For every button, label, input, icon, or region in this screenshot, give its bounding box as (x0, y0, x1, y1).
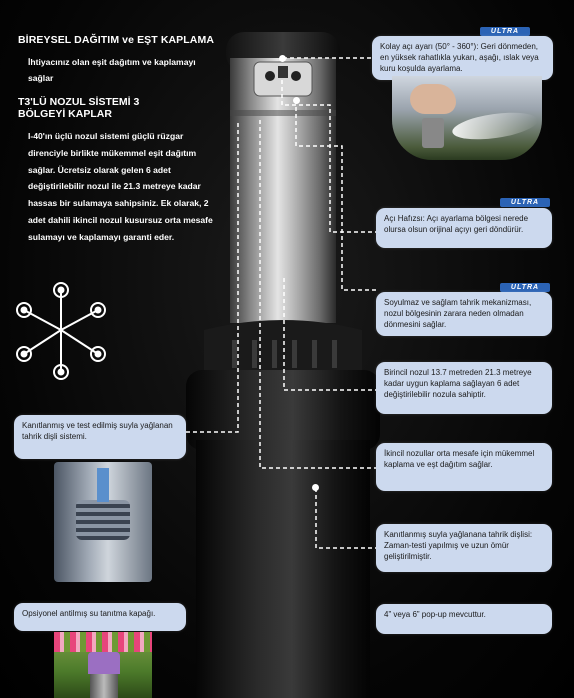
ultra-badge-3: ULTRA (500, 283, 550, 292)
heading-nozzle-system: T3'LÜ NOZUL SİSTEMİ 3 BÖLGEYİ KAPLAR (18, 96, 140, 120)
ultra-badge-2: ULTRA (500, 198, 550, 207)
hand-shape (410, 84, 456, 114)
cap-body (90, 674, 118, 698)
gear-detail (76, 500, 130, 540)
callout-clutch: Soyulmaz ve sağlam tahrik mekanizması, nozul bölgesinin zarara neden olmadan dönmesini sağlar. (376, 292, 552, 336)
callout-primary-nozzle: Birincil nozul 13.7 metreden 21.3 metreye kadar uygun kaplama sağlayan 6 adet değiştirilebilir nozula sahiptir. (376, 362, 552, 414)
callout-secondary-nozzle: İkincil nozullar orta mesafe için mükemmel kaplama ve eşt dağıtım sağlar. (376, 443, 552, 491)
purple-cap (88, 652, 120, 674)
para-distribution: İhtiyacınız olan eşit dağıtım ve kaplamayı sağlar (28, 57, 196, 83)
ultra-badge-1: ULTRA (480, 27, 530, 36)
callout-optional-cap: Opsiyonel antilmış su tanıtma kapağı. (14, 603, 186, 631)
spray-shape (451, 108, 540, 144)
flowers (54, 632, 152, 652)
marker-dot-secondary (312, 484, 319, 491)
callout-arc-adjust: Kolay açı ayarı (50° - 360°): Geri dönmeden, en yüksek rahatlıkla yukarı, aşağı, ıslak veya kuru koşulda ayarlama. (372, 36, 553, 80)
callout-gear-drive: Kanıtlanmış suyla yağlanana tahrik dişlisi: Zaman-testi yapılmış ve uzun ömür geliştirilmiştir. (376, 524, 552, 572)
marker-dot-arc (279, 55, 286, 62)
sprinkler-head-small (422, 118, 444, 148)
para-nozzle-system: I-40'ın üçlü nozul sistemi güçlü rüzgar direnciyle birlikte mükemmel eşit dağıtım sağlar. Ücretsiz olarak gelen 6 adet değiştirilebilir nozul ile 21.3 metreye kadar hassas bir sulamaya sahipsiniz. Ek olarak, 2 adet dahili ikincil nozul kusursuz orta mesafe sulamayı ve kaplamayı garanti eder. (28, 131, 213, 242)
callout-proven-gear: Kanıtlanmış ve test edilmiş suyla yağlanan tahrik dişli sistemi. (14, 415, 186, 459)
marker-dot-nozzle (293, 97, 300, 104)
gear-system-photo (54, 462, 152, 582)
cap-photo (54, 632, 152, 698)
gear-shaft (97, 468, 109, 502)
arc-adjust-photo (392, 76, 542, 160)
callout-popup: 4” veya 6” pop-up mevcuttur. (376, 604, 552, 634)
callout-arc-memory: Açı Hafızsı: Açı ayarlama bölgesi nerede olursa olsun orijinal açıyı geri döndürür. (376, 208, 552, 248)
heading-distribution: BİREYSEL DAĞITIM ve EŞT KAPLAMA (18, 34, 215, 46)
